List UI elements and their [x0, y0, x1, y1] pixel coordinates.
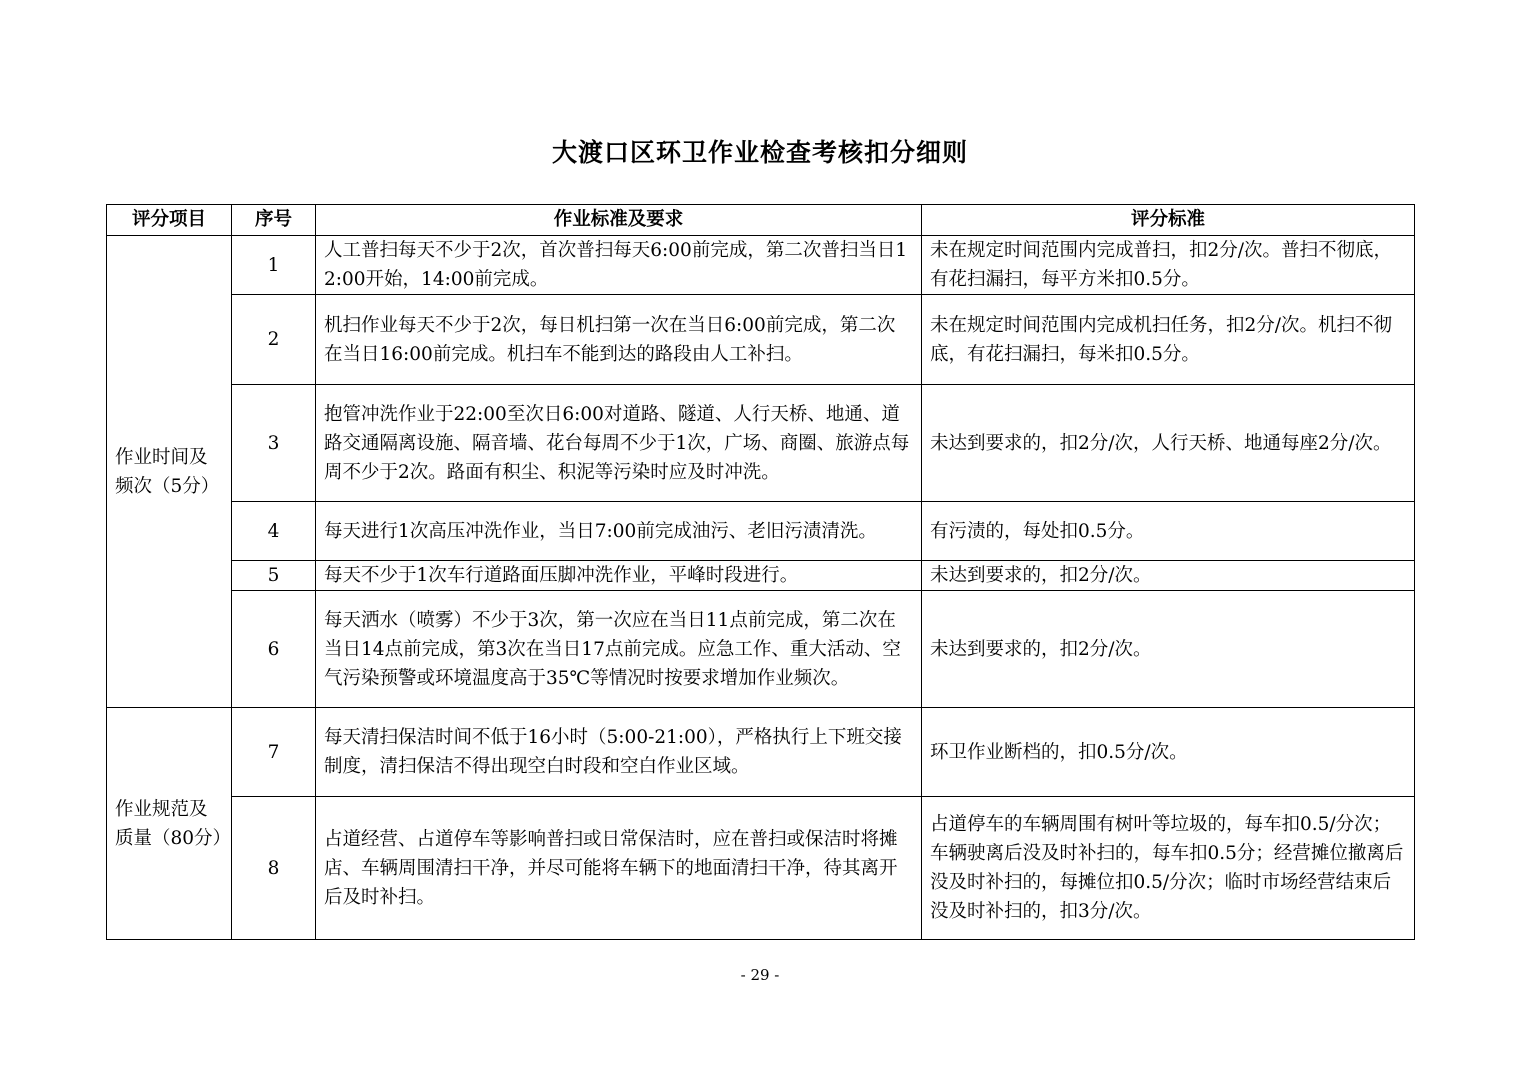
page-number: - 29 -: [740, 966, 780, 984]
row-requirement: 每天洒水（喷雾）不少于3次，第一次应在当日11点前完成，第二次在当日14点前完成，第3次在当日17点前完成。应急工作、重大活动、空气污染预警或环境温度高于35℃等情况时按要求增加作业频次。: [316, 591, 922, 708]
row-requirement: 占道经营、占道停车等影响普扫或日常保洁时，应在普扫或保洁时将摊店、车辆周围清扫干净，并尽可能将车辆下的地面清扫干净，待其离开后及时补扫。: [316, 797, 922, 940]
table-row: [107, 708, 1415, 797]
header-scoring: 评分标准: [922, 205, 1415, 236]
header-category: 评分项目: [107, 205, 232, 236]
row-scoring: 未达到要求的，扣2分/次。: [922, 561, 1415, 591]
table-row: [107, 561, 1415, 591]
table-row: [107, 591, 1415, 708]
row-scoring: 未达到要求的，扣2分/次，人行天桥、地通每座2分/次。: [922, 385, 1415, 502]
row-number: 5: [232, 561, 316, 591]
row-scoring: 占道停车的车辆周围有树叶等垃圾的，每车扣0.5/分次；车辆驶离后没及时补扫的，每车扣0.5分；经营摊位撤离后没及时补扫的，每摊位扣0.5/分次；临时市场经营结束后没及时补扫的，扣3分/次。: [922, 797, 1415, 940]
header-requirement: 作业标准及要求: [316, 205, 922, 236]
category-cell: 作业规范及质量（80分）: [107, 708, 232, 940]
table-row: [107, 236, 1415, 295]
row-requirement: 机扫作业每天不少于2次，每日机扫第一次在当日6:00前完成，第二次在当日16:00前完成。机扫车不能到达的路段由人工补扫。: [316, 295, 922, 385]
header-no: 序号: [232, 205, 316, 236]
category-cell: 作业时间及频次（5分）: [107, 236, 232, 708]
row-requirement: 每天清扫保洁时间不低于16小时（5:00-21:00），严格执行上下班交接制度，清扫保洁不得出现空白时段和空白作业区域。: [316, 708, 922, 797]
row-scoring: 环卫作业断档的，扣0.5分/次。: [922, 708, 1415, 797]
page-title: 大渡口区环卫作业检查考核扣分细则: [551, 138, 968, 167]
row-number: 3: [232, 385, 316, 502]
table-header-row: [107, 205, 1415, 236]
scoring-table: [106, 204, 1415, 940]
table-row: [107, 502, 1415, 561]
row-requirement: 抱管冲洗作业于22:00至次日6:00对道路、隧道、人行天桥、地通、道路交通隔离设施、隔音墙、花台每周不少于1次，广场、商圈、旅游点每周不少于2次。路面有积尘、积泥等污染时应及时冲洗。: [316, 385, 922, 502]
row-requirement: 每天不少于1次车行道路面压脚冲洗作业，平峰时段进行。: [316, 561, 922, 591]
row-number: 6: [232, 591, 316, 708]
row-scoring: 有污渍的，每处扣0.5分。: [922, 502, 1415, 561]
row-requirement: 每天进行1次高压冲洗作业，当日7:00前完成油污、老旧污渍清洗。: [316, 502, 922, 561]
row-number: 2: [232, 295, 316, 385]
table-row: [107, 385, 1415, 502]
row-number: 1: [232, 236, 316, 295]
table-row: [107, 295, 1415, 385]
table-row: [107, 797, 1415, 940]
row-scoring: 未在规定时间范围内完成普扫，扣2分/次。普扫不彻底，有花扫漏扫，每平方米扣0.5分。: [922, 236, 1415, 295]
row-scoring: 未在规定时间范围内完成机扫任务，扣2分/次。机扫不彻底，有花扫漏扫，每米扣0.5分。: [922, 295, 1415, 385]
row-number: 4: [232, 502, 316, 561]
row-requirement: 人工普扫每天不少于2次，首次普扫每天6:00前完成，第二次普扫当日12:00开始，14:00前完成。: [316, 236, 922, 295]
row-number: 7: [232, 708, 316, 797]
row-scoring: 未达到要求的，扣2分/次。: [922, 591, 1415, 708]
row-number: 8: [232, 797, 316, 940]
